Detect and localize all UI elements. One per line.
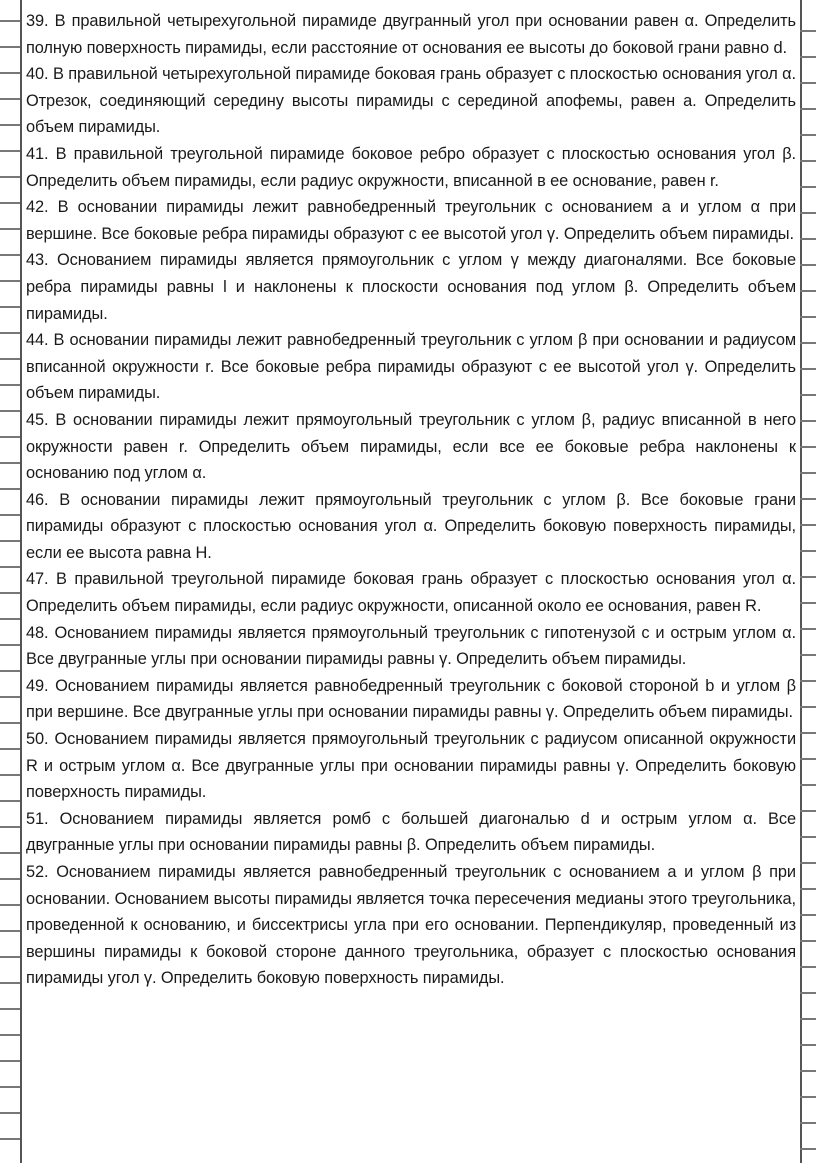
margin-tick [800,342,816,344]
margin-tick [800,914,816,916]
left-margin-rule [0,0,22,1163]
margin-tick [0,1138,20,1140]
problem-text: 51. Основанием пирамиды является ромб с большей диагональю d и острым углом α. Все двугранные углы при основании пирамиды равны β. Определить объем пирамиды. [26,809,796,855]
margin-tick [800,186,816,188]
problem-52 [26,859,796,992]
margin-tick [0,774,20,776]
margin-tick [800,56,816,58]
margin-tick [0,46,20,48]
margin-tick [800,394,816,396]
problem-45 [26,407,796,487]
margin-tick [0,956,20,958]
margin-tick [0,150,20,152]
margin-tick [800,810,816,812]
margin-tick [800,1044,816,1046]
margin-tick [800,628,816,630]
problem-text: 39. В правильной четырехугольной пирамиде двугранный угол при основании равен α. Определить полную поверхность пирамиды, если расстояние от основания ее высоты до боковой грани равно d. [26,12,796,57]
margin-tick [800,108,816,110]
margin-tick [800,966,816,968]
problem-51 [26,806,796,859]
problem-48 [26,620,796,673]
problem-42 [26,194,796,247]
margin-tick [800,1148,816,1150]
margin-tick [800,160,816,162]
margin-tick [0,280,20,282]
problem-text: 44. В основании пирамиды лежит равнобедренный треугольник с углом β при основании и радиусом вписанной окружности r. Все боковые ребра пирамиды образуют с ее высотой угол γ. Определить объем пирамиды. [26,331,796,403]
margin-tick [800,836,816,838]
problem-text: 42. В основании пирамиды лежит равнобедренный треугольник с основанием a и углом α при вершине. Все боковые ребра пирамиды образуют с ее высотой угол γ. Определить объем пирамиды. [26,198,796,243]
problem-44 [26,327,796,407]
margin-tick [800,888,816,890]
problem-text: 47. В правильной треугольной пирамиде боковая грань образует с плоскостью основания угол α. Определить объем пирамиды, если радиус окружности, описанной около ее основания, равен R. [26,570,796,616]
problem-47 [26,566,796,619]
margin-tick [0,1060,20,1062]
problem-list [26,8,796,992]
margin-tick [800,602,816,604]
margin-tick [0,202,20,204]
margin-tick [0,176,20,178]
margin-tick [800,706,816,708]
problem-43 [26,247,796,327]
margin-tick [800,992,816,994]
problem-40 [26,61,796,141]
right-margin-rule [800,0,802,1163]
margin-tick [0,748,20,750]
margin-tick [0,592,20,594]
margin-tick [0,540,20,542]
problem-text: 52. Основанием пирамиды является равнобедренный треугольник с основанием a и углом β при основании. Основанием высоты пирамиды является точка пересечения медианы этого треугольника, проведенной к основанию, и биссектрисы угла при его основании. Перпендикуляр, проведенный из вершины пирамиды к боковой стороне данного треугольника, образует с плоскостью основания пирамиды угол γ. Определить боковую поверхность пирамиды. [26,863,796,988]
problem-46 [26,487,796,567]
problem-text: 41. В правильной треугольной пирамиде боковое ребро образует с плоскостью основания угол β. Определить объем пирамиды, если радиус окружности, вписанной в ее основание, равен r. [26,144,796,190]
problem-39 [26,8,796,61]
margin-tick [0,696,20,698]
margin-tick [0,644,20,646]
problem-text: 48. Основанием пирамиды является прямоугольный треугольник с гипотенузой c и острым углом α. Все двугранные углы при основании пирамиды равны γ. Определить объем пирамиды. [26,623,796,669]
margin-tick [800,524,816,526]
margin-tick [0,722,20,724]
margin-tick [0,852,20,854]
margin-tick [0,670,20,672]
margin-tick [0,410,20,412]
margin-tick [800,472,816,474]
margin-tick [0,384,20,386]
margin-tick [800,264,816,266]
margin-tick [800,368,816,370]
margin-tick [800,134,816,136]
margin-tick [0,982,20,984]
margin-tick [800,420,816,422]
margin-tick [0,306,20,308]
margin-tick [800,732,816,734]
margin-tick [800,940,816,942]
margin-tick [800,238,816,240]
margin-tick [0,254,20,256]
problem-text: 50. Основанием пирамиды является прямоугольный треугольник с радиусом описанной окружности R и острым углом α. Все двугранные углы при основании пирамиды равны γ. Определить боковую поверхность пирамиды. [26,730,796,802]
margin-tick [800,784,816,786]
problem-41 [26,141,796,194]
margin-tick [800,550,816,552]
margin-tick [800,862,816,864]
margin-tick [0,358,20,360]
margin-tick [0,228,20,230]
problem-text: 40. В правильной четырехугольной пирамиде боковая грань образует с плоскостью основания угол α. Отрезок, соединяющий середину высоты пирамиды с серединой апофемы, равен a. Определить объем пирамиды. [26,65,796,137]
margin-tick [800,654,816,656]
problem-text: 49. Основанием пирамиды является равнобедренный треугольник с боковой стороной b и углом β при вершине. Все двугранные углы при основании пирамиды равны γ. Определить объем пирамиды. [26,676,796,722]
margin-tick [0,878,20,880]
margin-tick [800,1096,816,1098]
problem-text: 46. В основании пирамиды лежит прямоугольный треугольник с углом β. Все боковые грани пирамиды образуют с плоскостью основания угол α. Определить боковую поверхность пирамиды, если ее высота равна H. [26,490,796,562]
margin-tick [0,1034,20,1036]
margin-tick [0,98,20,100]
margin-tick [0,462,20,464]
problem-49 [26,673,796,726]
margin-tick [0,436,20,438]
margin-tick [0,332,20,334]
margin-tick [800,498,816,500]
margin-tick [0,124,20,126]
margin-tick [800,1122,816,1124]
margin-tick [800,680,816,682]
margin-tick [0,566,20,568]
margin-tick [0,618,20,620]
margin-tick [800,1070,816,1072]
problem-50 [26,726,796,806]
margin-tick [0,904,20,906]
margin-tick [800,212,816,214]
margin-tick [0,488,20,490]
margin-tick [800,758,816,760]
margin-tick [800,316,816,318]
margin-tick [0,1086,20,1088]
margin-tick [800,82,816,84]
margin-tick [800,576,816,578]
margin-tick [0,826,20,828]
margin-tick [0,800,20,802]
margin-tick [800,30,816,32]
margin-tick [800,290,816,292]
margin-tick [0,930,20,932]
problem-text: 43. Основанием пирамиды является прямоугольник с углом γ между диагоналями. Все боковые ребра пирамиды равны l и наклонены к плоскости основания под углом β. Определить объем пирамиды. [26,251,796,323]
margin-tick [0,20,20,22]
problem-text: 45. В основании пирамиды лежит прямоугольный треугольник с углом β, радиус вписанной в него окружности равен r. Определить объем пирамиды, если все ее боковые ребра наклонены к основанию под углом α. [26,410,796,483]
margin-tick [0,72,20,74]
margin-tick [800,446,816,448]
margin-tick [0,1008,20,1010]
margin-tick [0,1112,20,1114]
margin-tick [800,1018,816,1020]
margin-tick [0,514,20,516]
